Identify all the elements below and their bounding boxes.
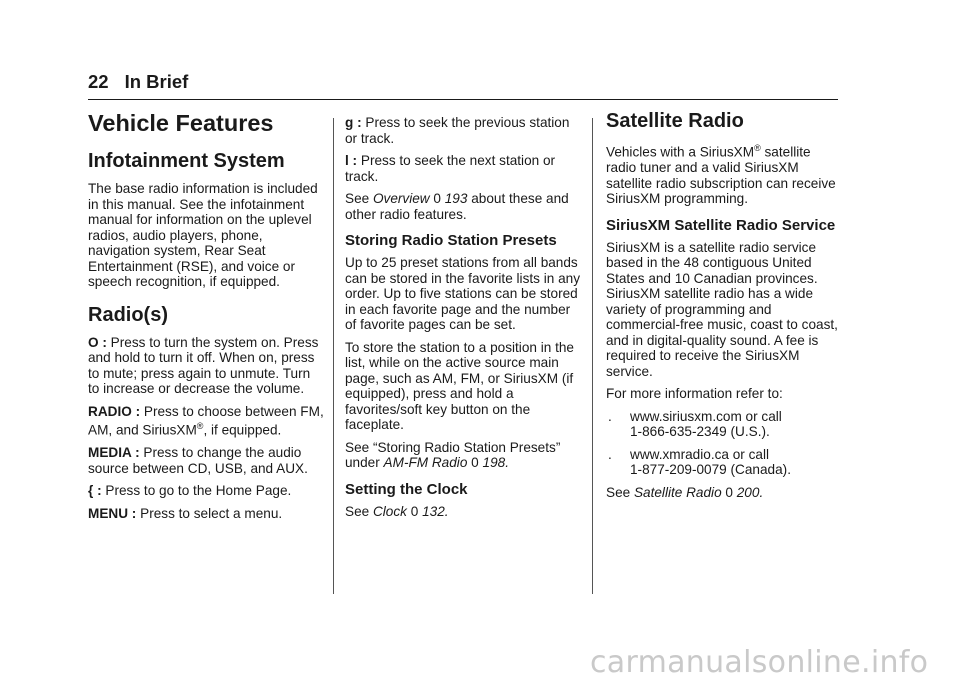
amfm-radio-link[interactable]: AM-FM Radio <box>383 455 468 470</box>
column-3 <box>606 110 842 507</box>
clock-page[interactable]: 132 <box>422 503 445 519</box>
column-1 <box>88 110 324 528</box>
radio-text-b: , if equipped. <box>203 422 282 438</box>
amfm-page[interactable]: 198 <box>482 455 506 470</box>
clock-heading: Setting the Clock <box>345 480 468 498</box>
media-label: MEDIA : <box>88 445 140 461</box>
page-number: 22 <box>88 71 109 92</box>
bullet-line-2: 1-866-635-2349 (U.S.). <box>630 424 770 440</box>
registered-mark: ® <box>196 421 204 431</box>
menu-text: Press to select a menu. <box>140 505 283 521</box>
power-paragraph: O : Press to turn the system on. Press and hold to turn it off. When on, press to mute; press again to unmute. Turn to increase or decrease the volume. <box>88 334 319 396</box>
media-paragraph <box>88 445 324 476</box>
header-rule <box>88 99 838 100</box>
page-ref-icon: 0 <box>471 455 479 470</box>
bullet-line-2: 1-877-209-0079 (Canada). <box>630 462 791 478</box>
infotainment-heading: Infotainment System <box>88 150 285 172</box>
home-paragraph: { : Press to go to the Home Page. <box>88 483 292 499</box>
page-header <box>88 71 188 93</box>
watermark: carmanualsonline.info <box>590 645 929 680</box>
media-text: Press to change the audio source between CD, USB, and AUX. <box>88 445 308 476</box>
clock-paragraph: See Clock 0 132. <box>345 503 449 519</box>
list-item <box>606 409 842 440</box>
page-ref-icon: 0 <box>410 503 419 519</box>
clock-link[interactable]: Clock <box>372 503 407 519</box>
page-ref-icon: 0 <box>433 191 441 206</box>
vehicle-features-heading: Vehicle Features <box>88 110 274 136</box>
presets-heading: Storing Radio Station Presets <box>345 232 557 249</box>
more-info-text: For more information refer to: <box>606 386 783 402</box>
menu-label: MENU : <box>88 505 137 521</box>
power-icon: O <box>88 334 99 350</box>
overview-paragraph: See Overview 0 193 about these and other radio features. <box>345 191 569 222</box>
satellite-page[interactable]: 200 <box>736 484 760 500</box>
seek-previous-icon: g <box>345 115 354 130</box>
radio-paragraph <box>88 404 324 439</box>
column-divider-2 <box>592 118 593 594</box>
column-2 <box>345 110 581 526</box>
seek-prev-text: Press to seek the previous station or track. <box>345 115 570 146</box>
presets-paragraph-3: See “Storing Radio Station Presets” under AM-FM Radio 0 198. <box>345 439 561 470</box>
overview-page[interactable]: 193 <box>444 191 468 206</box>
siriusxm-service-heading: SiriusXM Satellite Radio Service <box>606 216 836 234</box>
menu-paragraph <box>88 506 324 522</box>
bullet-line-1: www.siriusxm.com or call <box>630 408 782 424</box>
list-item <box>606 447 842 478</box>
infotainment-intro: The base radio information is included in this manual. See the infotainment manual for information on the uplevel radios, audio players, phone, navigation system, Rear Seat Entertainment (RSE), and voice or speech recognition, if equipped. <box>88 181 318 289</box>
seek-next-text: Press to seek the next station or track. <box>345 153 556 184</box>
seek-prev-paragraph: g : Press to seek the previous station or track. <box>345 115 570 146</box>
radio-text-a: Press to choose between FM, AM, and SiriusXM <box>88 403 324 438</box>
seek-next-icon: l <box>345 153 349 168</box>
satellite-see-paragraph: See Satellite Radio 0 200. <box>606 484 764 500</box>
bullet-line-1: www.xmradio.ca or call <box>630 446 769 462</box>
column-divider-1 <box>333 118 334 594</box>
page-ref-icon: 0 <box>725 484 733 500</box>
satellite-paragraph: Vehicles with a SiriusXM® satellite radio tuner and a valid SiriusXM satellite radio subscription can receive SiriusXM programming. <box>606 143 836 207</box>
satellite-radio-heading: Satellite Radio <box>606 110 744 132</box>
overview-link[interactable]: Overview <box>372 191 430 206</box>
presets-paragraph-2: To store the station to a position in the list, while on the active source main page, such as AM, FM, or SiriusXM (if equipped), press and hold a favorites/soft key button on the faceplate. <box>345 339 574 432</box>
bullet-icon: . <box>608 408 612 424</box>
presets-paragraph-1: Up to 25 preset stations from all bands can be stored in the favorite lists in any order. Up to five stations can be stored in each favorite page and the number of favorite pages can be set. <box>345 255 580 332</box>
siriusxm-paragraph: SiriusXM is a satellite radio service based in the 48 contiguous United States and 10 Canadian provinces. SiriusXM satellite radio has a wide variety of programming and commercial-free music, coast to coast, and in digital-quality sound. A fee is required to receive the SiriusXM service. <box>606 239 838 379</box>
bullet-icon: . <box>608 446 612 462</box>
section-title: In Brief <box>124 71 189 92</box>
home-icon: { <box>88 483 94 499</box>
power-text: Press to turn the system on. Press and hold to turn it off. When on, press to mute; press again to unmute. Turn to increase or decrease the volume. <box>88 334 319 396</box>
radio-label: RADIO : <box>88 403 141 419</box>
seek-next-paragraph: l : Press to seek the next station or track. <box>345 153 556 184</box>
radios-heading: Radio(s) <box>88 303 168 326</box>
home-text: Press to go to the Home Page. <box>105 483 292 499</box>
satellite-radio-link[interactable]: Satellite Radio <box>633 484 722 500</box>
registered-mark: ® <box>754 143 761 153</box>
